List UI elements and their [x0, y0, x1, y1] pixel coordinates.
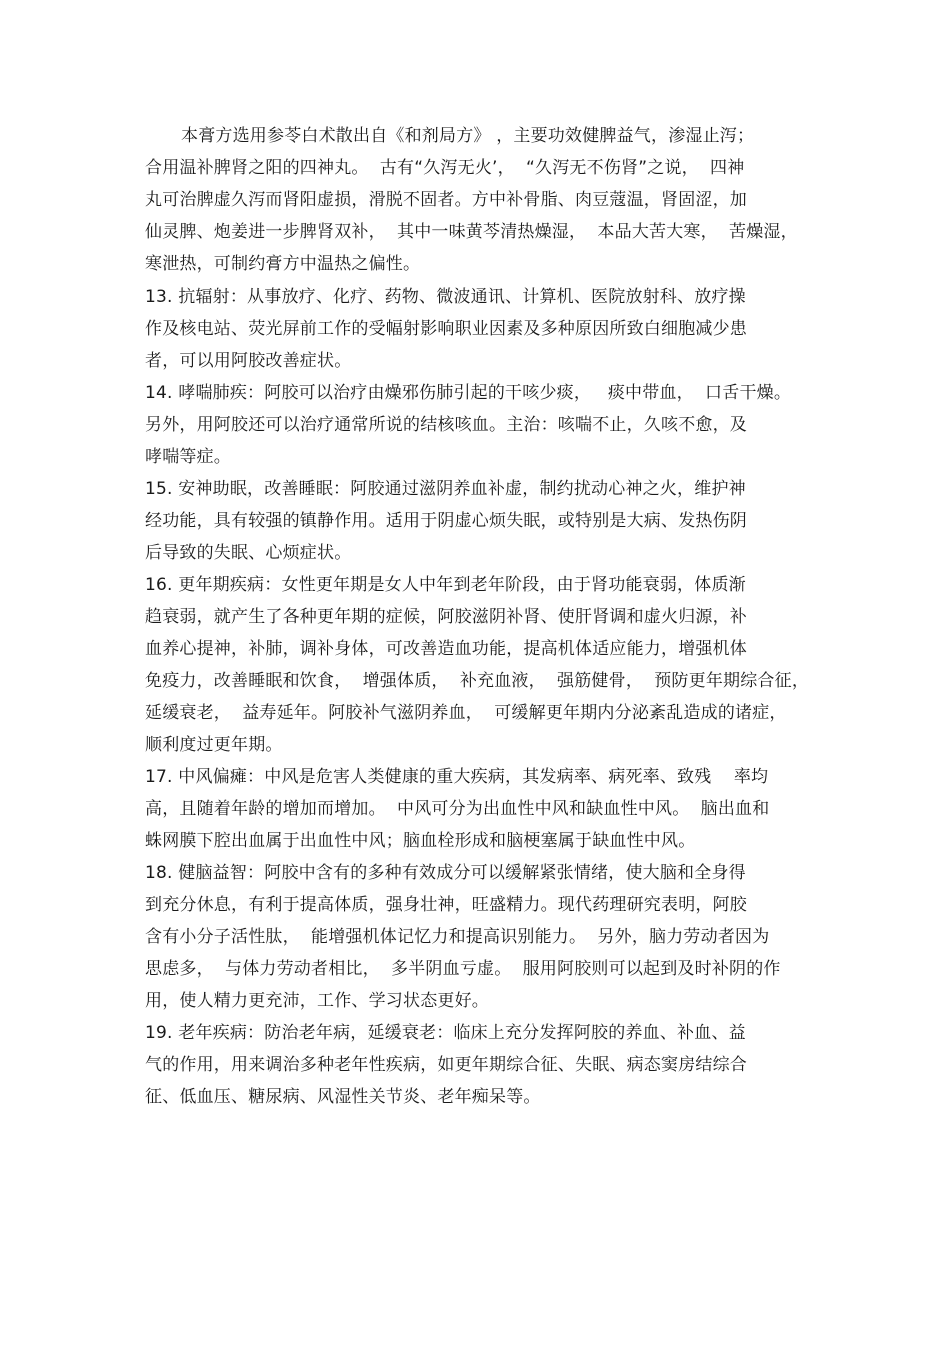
- text-line: 18. 健脑益智：阿胶中含有的多种有效成分可以缓解紧张情绪，使大脑和全身得: [145, 863, 746, 883]
- text-line: 哮喘等症。: [145, 447, 231, 467]
- text-line: 丸可治脾虚久泻而肾阳虚损，滑脱不固者。方中补骨脂、肉豆蔻温，肾固涩，加: [145, 190, 747, 210]
- text-line: 者，可以用阿胶改善症状。: [145, 351, 352, 371]
- text-line: 延缓衰老， 益寿延年。阿胶补气滋阴养血， 可缓解更年期内分泌紊乱造成的诸症，: [145, 703, 787, 723]
- text-line: 后导致的失眠、心烦症状。: [145, 543, 352, 563]
- text-line: 另外，用阿胶还可以治疗通常所说的结核咳血。主治：咳喘不止，久咳不愈，及: [145, 415, 747, 435]
- text-line: 蛛网膜下腔出血属于出血性中风；脑血栓形成和脑梗塞属于缺血性中风。: [145, 831, 696, 851]
- text-line: 本膏方选用参苓白术散出自《和剂局方》 ，主要功效健脾益气，渗湿止泻；: [181, 126, 755, 146]
- text-line: 13. 抗辐射：从事放疗、化疗、药物、微波通讯、计算机、医院放射科、放疗操: [145, 287, 746, 307]
- text-line: 15. 安神助眠，改善睡眠：阿胶通过滋阴养血补虚，制约扰动心神之火，维护神: [145, 479, 746, 499]
- text-line: 16. 更年期疾病：女性更年期是女人中年到老年阶段，由于肾功能衰弱，体质渐: [145, 575, 746, 595]
- text-line: 征、低血压、糖尿病、风湿性关节炎、老年痴呆等。: [145, 1087, 541, 1107]
- text-line: 作及核电站、荧光屏前工作的受幅射影响职业因素及多种原因所致白细胞减少患: [145, 319, 747, 339]
- text-line: 思虑多， 与体力劳动者相比， 多半阴血亏虚。 服用阿胶则可以起到及时补阴的作: [145, 959, 781, 979]
- text-line: 17. 中风偏瘫：中风是危害人类健康的重大疾病，其发病率、病死率、致残 率均: [145, 767, 769, 787]
- text-line: 仙灵脾、炮姜进一步脾肾双补， 其中一味黄芩清热燥湿， 本品大苦大寒， 苦燥湿，: [145, 222, 798, 242]
- text-line: 趋衰弱，就产生了各种更年期的症候，阿胶滋阴补肾、使肝肾调和虚火归源，补: [145, 607, 747, 627]
- text-line: 到充分休息，有利于提高体质，强身壮神，旺盛精力。现代药理研究表明，阿胶: [145, 895, 747, 915]
- text-line: 气的作用，用来调治多种老年性疾病，如更年期综合征、失眠、病态窦房结综合: [145, 1055, 747, 1075]
- text-line: 合用温补脾肾之阳的四神丸。 古有“久泻无火’， “久泻无不伤肾”之说， 四神: [145, 158, 745, 178]
- text-line: 经功能，具有较强的镇静作用。适用于阴虚心烦失眠，或特别是大病、发热伤阴: [145, 511, 747, 531]
- text-line: 顺利度过更年期。: [145, 735, 283, 755]
- text-line: 19. 老年疾病：防治老年病，延缓衰老：临床上充分发挥阿胶的养血、补血、益: [145, 1023, 746, 1043]
- text-line: 免疫力，改善睡眠和饮食， 增强体质， 补充血液， 强筋健骨， 预防更年期综合征，: [145, 671, 810, 691]
- text-line: 血养心提神，补肺，调补身体，可改善造血功能，提高机体适应能力，增强机体: [145, 639, 747, 659]
- text-line: 寒泄热，可制约膏方中温热之偏性。: [145, 254, 421, 274]
- text-line: 高，且随着年龄的增加而增加。 中风可分为出血性中风和缺血性中风。 脑出血和: [145, 799, 770, 819]
- text-line: 14. 哮喘肺疾：阿胶可以治疗由燥邪伤肺引起的干咳少痰， 痰中带血， 口舌干燥。: [145, 383, 792, 403]
- text-line: 用，使人精力更充沛，工作、学习状态更好。: [145, 991, 489, 1011]
- text-line: 含有小分子活性肽， 能增强机体记忆力和提高识别能力。 另外，脑力劳动者因为: [145, 927, 770, 947]
